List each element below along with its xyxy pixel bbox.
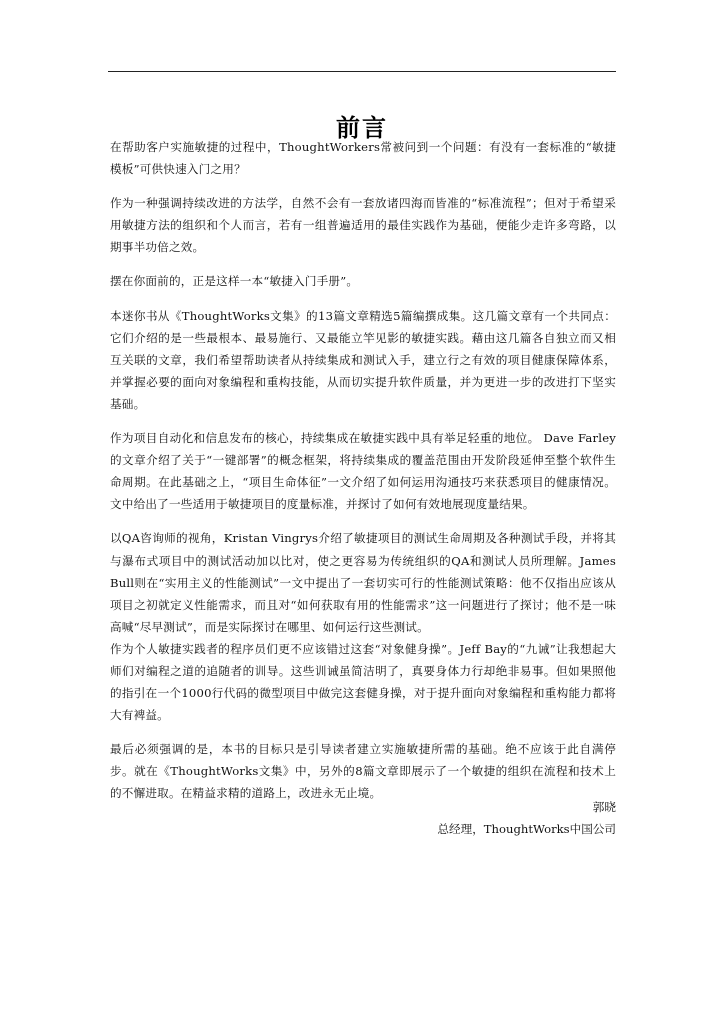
author-name: 郭晓 (592, 800, 616, 814)
paragraph-object-calisthenics: 作为个人敏捷实践者的程序员们更不应该错过这套“对象健身操”。Jeff Bay的“九诫”让我想起大师们对编程之道的追随者的训导。这些训诫虽简洁明了，真要身体力行却绝非易事。但如果照他的指引在一个1000行代码的微型项目中做完这套健身操，对于提升面向对象编程和重构能力都将大有裨益。 (110, 641, 616, 723)
header-rule (108, 71, 616, 72)
page-title: 前言 (336, 114, 388, 143)
paragraph-book-contents: 本迷你书从《ThoughtWorks文集》的13篇文章精选5篇编撰成集。这几篇文章有一个共同点：它们介绍的是一些最根本、最易施行、又最能立竿见影的敏捷实践。藉由这几篇各自独立而又相互关联的文章，我们希望帮助读者从持续集成和测试入手，建立行之有效的项目健康保障体系，并掌握必要的面向对象编程和重构技能，从而切实提升软件质量，并为更进一步的改进打下坚实基础。 (110, 308, 616, 411)
preface-body (110, 136, 616, 817)
paragraph-continuous-integration: 作为项目自动化和信息发布的核心，持续集成在敏捷实践中具有举足轻重的地位。 Dave Farley的文章介绍了关于“一键部署”的概念框架，将持续集成的覆盖范围由开发阶段延伸至整个软件生命周期。在此基础之上，“项目生命体征”一文介绍了如何运用沟通技巧来获悉项目的健康情况。文中给出了一些适用于敏捷项目的度量标准，并探讨了如何有效地展现度量结果。 (110, 431, 616, 512)
signature-block (437, 796, 616, 840)
paragraph-testing: 以QA咨询师的视角，Kristan Vingrys介绍了敏捷项目的测试生命周期及各种测试手段，并将其与瀑布式项目中的测试活动加以比对，使之更容易为传统组织的QA和测试人员所理解。James Bull则在“实用主义的性能测试”一文中提出了一套切实可行的性能测试策略：他不仅指出应该从项目之初就定义性能需求，而且对“如何获取有用的性能需求”这一问题进行了探讨；他不是一味高喊“尽早测试”，而是实际探讨在哪里、如何运行这些测试。 (110, 531, 616, 634)
paragraph-methodology: 作为一种强调持续改进的方法学，自然不会有一套放诸四海而皆准的“标准流程”；但对于希望采用敏捷方法的组织和个人而言，若有一组普遍适用的最佳实践作为基础，便能少走许多弯路，以期事半功倍之效。 (110, 196, 616, 255)
author-position: 总经理，ThoughtWorks中国公司 (437, 822, 616, 836)
paragraph-intro-question: 在帮助客户实施敏捷的过程中，ThoughtWorkers常被问到一个问题：有没有一套标准的“敏捷模板”可供快速入门之用？ (110, 140, 616, 177)
paragraph-handbook: 摆在你面前的，正是这样一本“敏捷入门手册”。 (110, 274, 359, 289)
paragraph-conclusion: 最后必须强调的是，本书的目标只是引导读者建立实施敏捷所需的基础。绝不应该于此自满停步。就在《ThoughtWorks文集》中，另外的8篇文章即展示了一个敏捷的组织在流程和技术上的不懈进取。在精益求精的道路上，改进永无止境。 (110, 742, 616, 801)
